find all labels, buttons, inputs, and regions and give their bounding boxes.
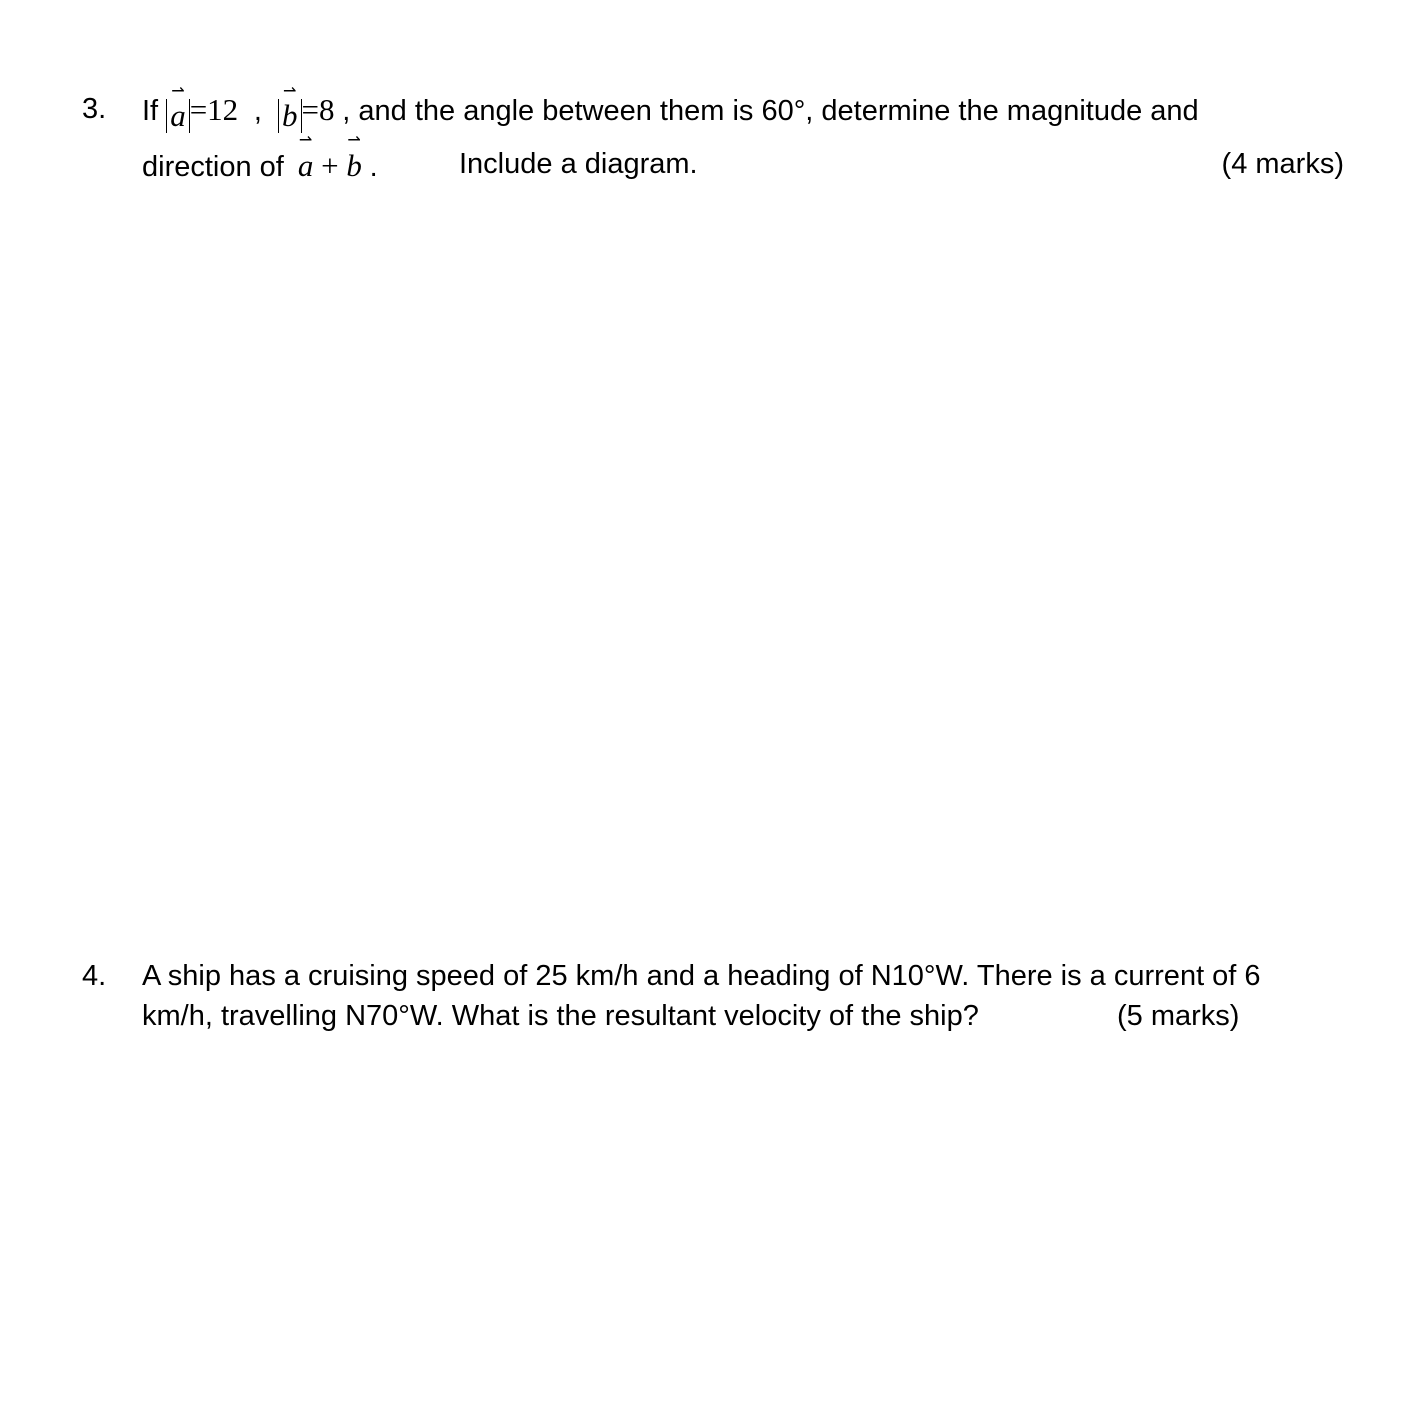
plus-sign: +: [321, 148, 339, 183]
instruction-text: Include a diagram.: [459, 148, 698, 180]
vector-arrow-icon: ⇀: [283, 83, 297, 100]
lead-text: direction of: [142, 151, 284, 183]
question-3-line-1: [142, 83, 1199, 133]
vector-arrow-icon: ⇀: [347, 132, 361, 149]
question-number: 3.: [82, 93, 107, 125]
vector-b: ⇀ b: [282, 83, 298, 133]
a-value: =12: [189, 92, 239, 127]
magnitude-b-expression: [278, 83, 342, 133]
vector-arrow-icon: ⇀: [171, 83, 185, 100]
vector-sum-expression: [297, 132, 370, 183]
period: .: [369, 151, 378, 183]
question-number: 4.: [82, 960, 107, 992]
vector-arrow-icon: ⇀: [298, 132, 313, 149]
vector-a: ⇀ a: [297, 132, 314, 183]
question-4-line-1: A ship has a cruising speed of 25 km/h and a heading of N10°W. There is a current of 6: [142, 960, 1261, 992]
question-3-line-2: [142, 132, 378, 184]
vector-a: ⇀ a: [170, 83, 186, 133]
question-3-text: , and the angle between them is 60°, determine the magnitude and: [342, 95, 1199, 127]
absolute-value-b: [278, 83, 302, 133]
lead-text: If: [142, 95, 159, 127]
separator: ,: [253, 95, 262, 127]
question-4-line-2: km/h, travelling N70°W. What is the resultant velocity of the ship?: [142, 1000, 979, 1032]
vector-b: ⇀ b: [346, 132, 362, 183]
marks-label: (5 marks): [1117, 1000, 1240, 1032]
b-value: =8: [301, 92, 335, 127]
magnitude-a-expression: [166, 83, 246, 133]
absolute-value-a: [166, 83, 190, 133]
marks-label: (4 marks): [1221, 148, 1344, 180]
